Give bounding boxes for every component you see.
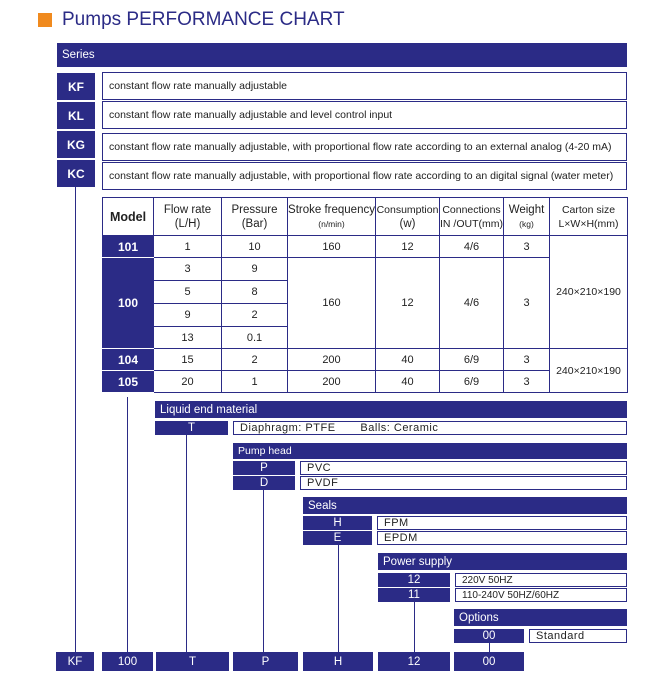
series-code-kg: KG <box>57 131 95 158</box>
table-row: 101 1 10 160 12 4/6 3 240×210×190 <box>103 236 628 258</box>
code-pump-head: P <box>233 652 298 671</box>
code-options: 00 <box>454 652 524 671</box>
code-power: 12 <box>378 652 450 671</box>
table-row: 13 0.1 <box>103 327 628 349</box>
pump-head-code-p: P <box>233 461 295 475</box>
power-desc-220v: 220V 50HZ <box>455 573 627 587</box>
options-code-00: 00 <box>454 629 524 643</box>
pump-head-header: Pump head <box>233 443 627 459</box>
pump-head-desc-pvc: PVC <box>300 461 627 475</box>
seals-code-e: E <box>303 531 372 545</box>
code-liquid-end: T <box>156 652 229 671</box>
seals-desc-fpm: FPM <box>377 516 627 530</box>
series-desc-kl: constant flow rate manually adjustable and level control input <box>102 101 627 129</box>
connector-line-liquid-end <box>186 434 187 652</box>
table-row: 9 2 <box>103 304 628 327</box>
connector-line-series <box>75 187 76 652</box>
col-pressure: Pressure (Bar) <box>222 198 288 236</box>
col-flow: Flow rate (L/H) <box>154 198 222 236</box>
performance-table <box>102 197 628 393</box>
connector-line-options <box>489 642 490 652</box>
power-code-12: 12 <box>378 573 450 587</box>
series-header: Series <box>57 43 627 67</box>
series-desc-kc: constant flow rate manually adjustable, with proportional flow rate according to an digital signal (water meter) <box>102 162 627 190</box>
power-supply-header: Power supply <box>378 553 627 570</box>
table-row: 100 3 9 160 12 4/6 3 <box>103 258 628 281</box>
pump-head-code-d: D <box>233 476 295 490</box>
series-code-kl: KL <box>57 102 95 129</box>
seals-header: Seals <box>303 497 627 514</box>
col-weight: Weight (kg) <box>504 198 550 236</box>
connector-line-power <box>414 601 415 652</box>
code-series: KF <box>56 652 94 671</box>
options-header: Options <box>454 609 627 626</box>
code-seals: H <box>303 652 373 671</box>
table-row: 105 20 1 200 40 6/9 3 <box>103 371 628 393</box>
connector-line-pump-head <box>263 490 264 652</box>
series-desc-kg: constant flow rate manually adjustable, with proportional flow rate according to an external analog (4-20 mA) <box>102 133 627 161</box>
code-model: 100 <box>102 652 153 671</box>
col-carton: Carton size L×W×H(mm) <box>550 198 628 236</box>
seals-desc-epdm: EPDM <box>377 531 627 545</box>
col-consumption: Consumption (w) <box>376 198 440 236</box>
col-stroke: Stroke frequency (n/min) <box>288 198 376 236</box>
col-connections: Connections IN /OUT(mm) <box>440 198 504 236</box>
title-square-icon <box>38 13 52 27</box>
col-model: Model <box>103 198 154 236</box>
series-desc-kf: constant flow rate manually adjustable <box>102 72 627 100</box>
carton-size-b: 240×210×190 <box>550 349 628 393</box>
pump-head-desc-pvdf: PVDF <box>300 476 627 490</box>
liquid-end-code: T <box>155 421 228 435</box>
connector-line-seals <box>338 544 339 652</box>
liquid-end-header: Liquid end material <box>155 401 627 418</box>
table-row: 5 8 <box>103 281 628 304</box>
series-code-kf: KF <box>57 73 95 100</box>
table-row: 104 15 2 200 40 6/9 3 240×210×190 <box>103 349 628 371</box>
series-code-kc: KC <box>57 160 95 187</box>
seals-code-h: H <box>303 516 372 530</box>
power-desc-110-240v: 110-240V 50HZ/60HZ <box>455 588 627 602</box>
power-code-11: 11 <box>378 588 450 602</box>
options-desc-standard: Standard <box>529 629 627 643</box>
table-header-row <box>103 198 628 236</box>
carton-size-a: 240×210×190 <box>550 236 628 349</box>
page-title: Pumps PERFORMANCE CHART <box>62 9 345 30</box>
connector-line-model <box>127 397 128 652</box>
liquid-end-options: Diaphragm: PTFE Balls: Ceramic <box>233 421 627 435</box>
